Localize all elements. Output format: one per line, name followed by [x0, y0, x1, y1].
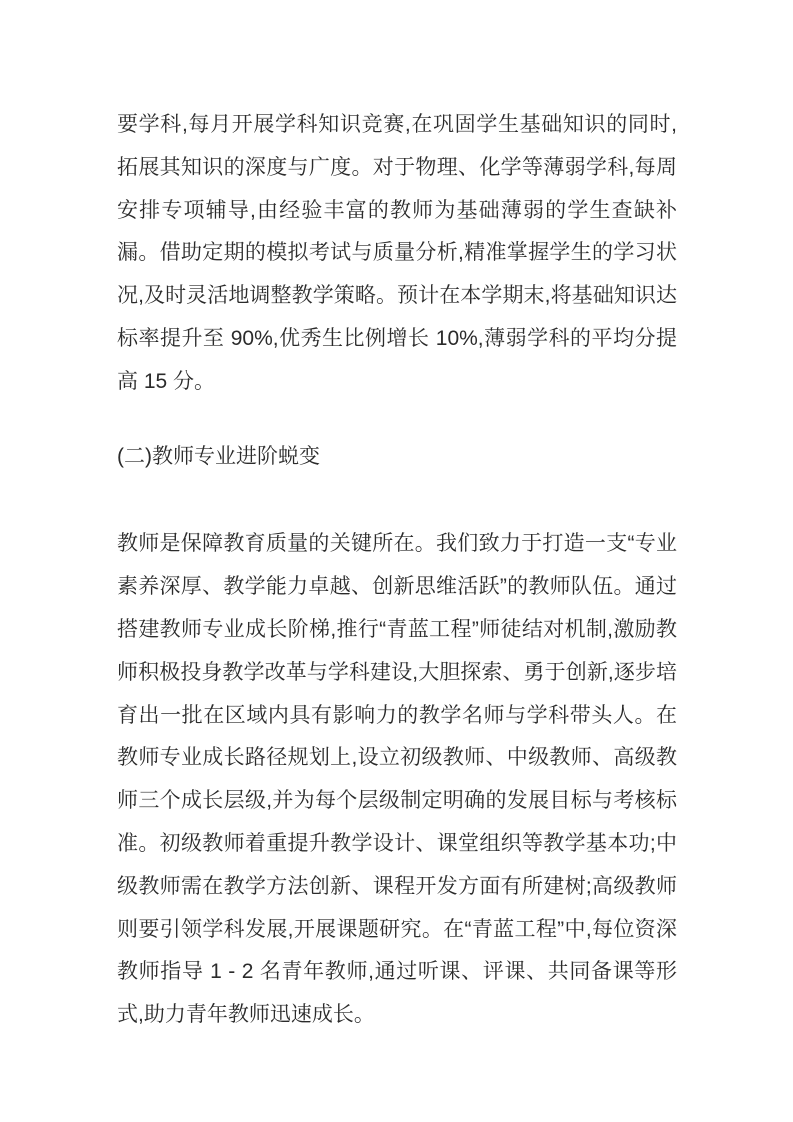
paragraph-teaching-quality: 要学科,每月开展学科知识竞赛,在巩固学生基础知识的同时,拓展其知识的深度与广度。对于物理、化学等薄弱学科,每周安排专项辅导,由经验丰富的教师为基础薄弱的学生查缺补漏。借助定期的模拟考试与质量分析,精准掌握学生的学习状况,及时灵活地调整教学策略。预计在本学期末,将基础知识达标率提升至 90%,优秀生比例增长 10%,薄弱学科的平均分提高 15 分。 — [117, 113, 677, 393]
paragraph-teacher-development: 教师是保障教育质量的关键所在。我们致力于打造一支“专业素养深厚、教学能力卓越、创新思维活跃”的教师队伍。通过搭建教师专业成长阶梯,推行“青蓝工程”师徒结对机制,激励教师积极投身教学改革与学科建设,大胆探索、勇于创新,逐步培育出一批在区域内具有影响力的教学名师与学科带头人。在教师专业成长路径规划上,设立初级教师、中级教师、高级教师三个成长层级,并为每个层级制定明确的发展目标与考核标准。初级教师着重提升教学设计、课堂组织等教学基本功;中级教师需在教学方法创新、课程开发方面有所建树;高级教师则要引领学科发展,开展课题研究。在“青蓝工程”中,每位资深教师指导 1 - 2 名青年教师,通过听课、评课、共同备课等形式,助力青年教师迅速成长。 — [117, 532, 677, 1027]
section-heading-teacher-development: (二)教师专业进阶蜕变 — [117, 444, 320, 468]
